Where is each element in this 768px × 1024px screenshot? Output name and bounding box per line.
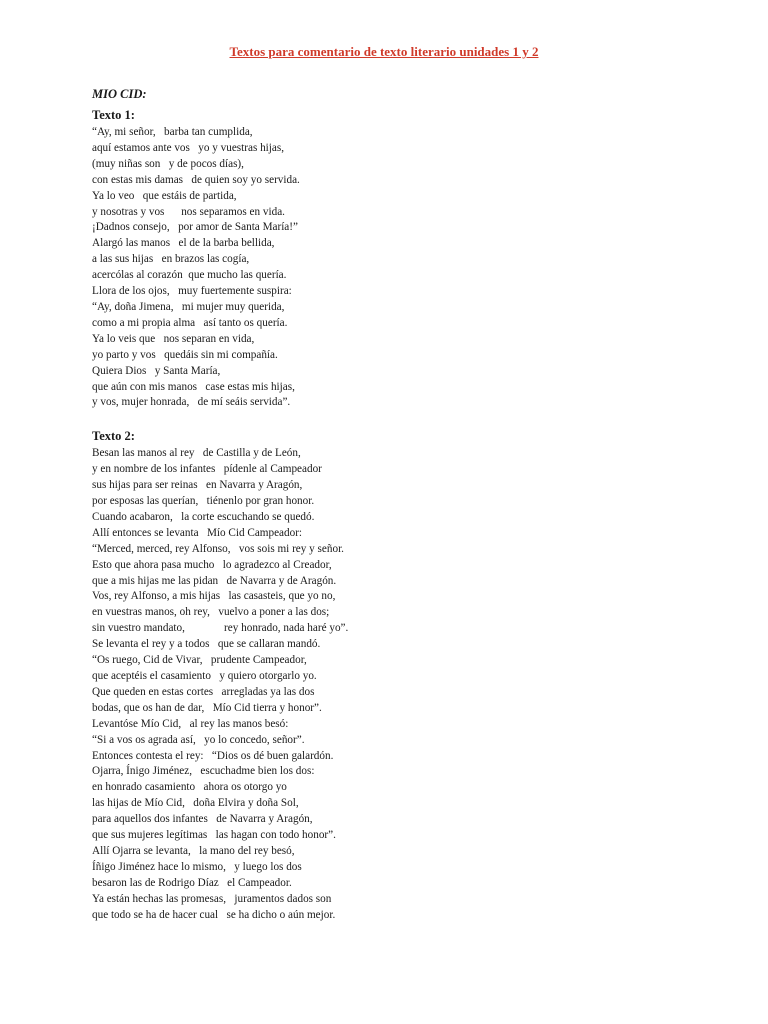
verse-line: que a mis hijas me las pidan de Navarra y de Aragón. [92, 574, 337, 587]
verse-line: “Merced, merced, rey Alfonso, vos sois mi rey y señor. [92, 542, 344, 555]
verse-line: Ojarra, Ínigo Jiménez, escuchadme bien los dos: [92, 765, 315, 778]
verse-line: y vos, mujer honrada, de mí seáis servida”. [92, 396, 291, 409]
verse-line: “Os ruego, Cid de Vivar, prudente Campeador, [92, 654, 307, 667]
verse-line: (muy niñas son y de pocos días), [92, 157, 244, 170]
text-section-1 [92, 107, 732, 411]
verse-line: Allí Ojarra se levanta, la mano del rey besó, [92, 844, 295, 857]
verse-line: “Si a vos os agrada así, yo lo concedo, señor”. [92, 733, 305, 746]
verse-line: para aquellos dos infantes de Navarra y Aragón, [92, 813, 313, 826]
verse-line: Se levanta el rey y a todos que se callaran mandó. [92, 638, 321, 651]
verse-line: Entonces contesta el rey: “Dios os dé buen galardón. [92, 749, 334, 762]
verse-line: ¡Dadnos consejo, por amor de Santa María!” [92, 221, 298, 234]
verse-line: Ya están hechas las promesas, juramentos dados son [92, 892, 332, 905]
verse-line: Quiera Dios y Santa María, [92, 364, 221, 377]
work-title: MIO CID: [92, 87, 147, 101]
verse-line: Alargó las manos el de la barba bellida, [92, 237, 275, 250]
verse-line: y nosotras y vos nos separamos en vida. [92, 205, 285, 218]
verse-line: sin vuestro mandato, rey honrado, nada haré yo”. [92, 622, 349, 635]
section-label: Texto 1: [92, 108, 135, 122]
verse-line: como a mi propia alma así tanto os quería. [92, 316, 288, 329]
verse-line: “Ay, mi señor, barba tan cumplida, [92, 126, 253, 138]
verse-line: acercólas al corazón que mucho las quería. [92, 269, 287, 282]
verse-line: las hijas de Mío Cid, doña Elvira y doña Sol, [92, 797, 299, 810]
verse-line: aquí estamos ante vos yo y vuestras hijas, [92, 141, 285, 154]
verse-line: en vuestras manos, oh rey, vuelvo a poner a las dos; [92, 606, 330, 619]
verse-line: Que queden en estas cortes arregladas ya las dos [92, 685, 315, 698]
verse-block [92, 125, 732, 411]
verse-line: yo parto y vos quedáis sin mi compañía. [92, 348, 278, 361]
verse-line: Allí entonces se levanta Mío Cid Campeador: [92, 526, 303, 539]
verse-line: en honrado casamiento ahora os otorgo yo [92, 781, 287, 794]
document-title: Textos para comentario de texto literario unidades 1 y 2 [229, 44, 539, 59]
verse-line: y en nombre de los infantes pídenle al Campeador [92, 463, 322, 476]
verse-line: Ya lo veis que nos separan en vida, [92, 332, 255, 345]
verse-line: Ya lo veo que estáis de partida, [92, 189, 237, 202]
verse-line: que sus mujeres legítimas las hagan con todo honor”. [92, 829, 336, 842]
verse-line: “Ay, doña Jimena, mi mujer muy querida, [92, 300, 285, 313]
verse-line: sus hijas para ser reinas en Navarra y Aragón, [92, 479, 303, 492]
verse-block [92, 446, 732, 923]
verse-line: con estas mis damas de quien soy yo servida. [92, 173, 300, 186]
verse-line: por esposas las querían, tiénenlo por gran honor. [92, 495, 315, 508]
verse-line: Llora de los ojos, muy fuertemente suspira: [92, 285, 292, 298]
verse-line: Besan las manos al rey de Castilla y de León, [92, 447, 301, 460]
verse-line: besaron las de Rodrigo Díaz el Campeador. [92, 876, 292, 889]
verse-line: que aceptéis el casamiento y quiero otorgarlo yo. [92, 670, 317, 682]
verse-line: que aún con mis manos case estas mis hijas, [92, 380, 295, 393]
verse-line: bodas, que os han de dar, Mío Cid tierra y honor”. [92, 701, 322, 714]
verse-line: Cuando acabaron, la corte escuchando se quedó. [92, 510, 315, 523]
verse-line: a las sus hijas en brazos las cogía, [92, 253, 250, 266]
verse-line: Esto que ahora pasa mucho lo agradezco al Creador, [92, 558, 332, 571]
text-section-2 [92, 428, 732, 923]
verse-line: Íñigo Jiménez hace lo mismo, y luego los dos [92, 860, 302, 873]
verse-line: Vos, rey Alfonso, a mis hijas las casasteis, que yo no, [92, 590, 336, 603]
section-label: Texto 2: [92, 429, 135, 444]
document-body [92, 86, 732, 924]
verse-line: Levantóse Mío Cid, al rey las manos besó: [92, 717, 289, 730]
verse-line: que todo se ha de hacer cual se ha dicho o aún mejor. [92, 908, 336, 921]
